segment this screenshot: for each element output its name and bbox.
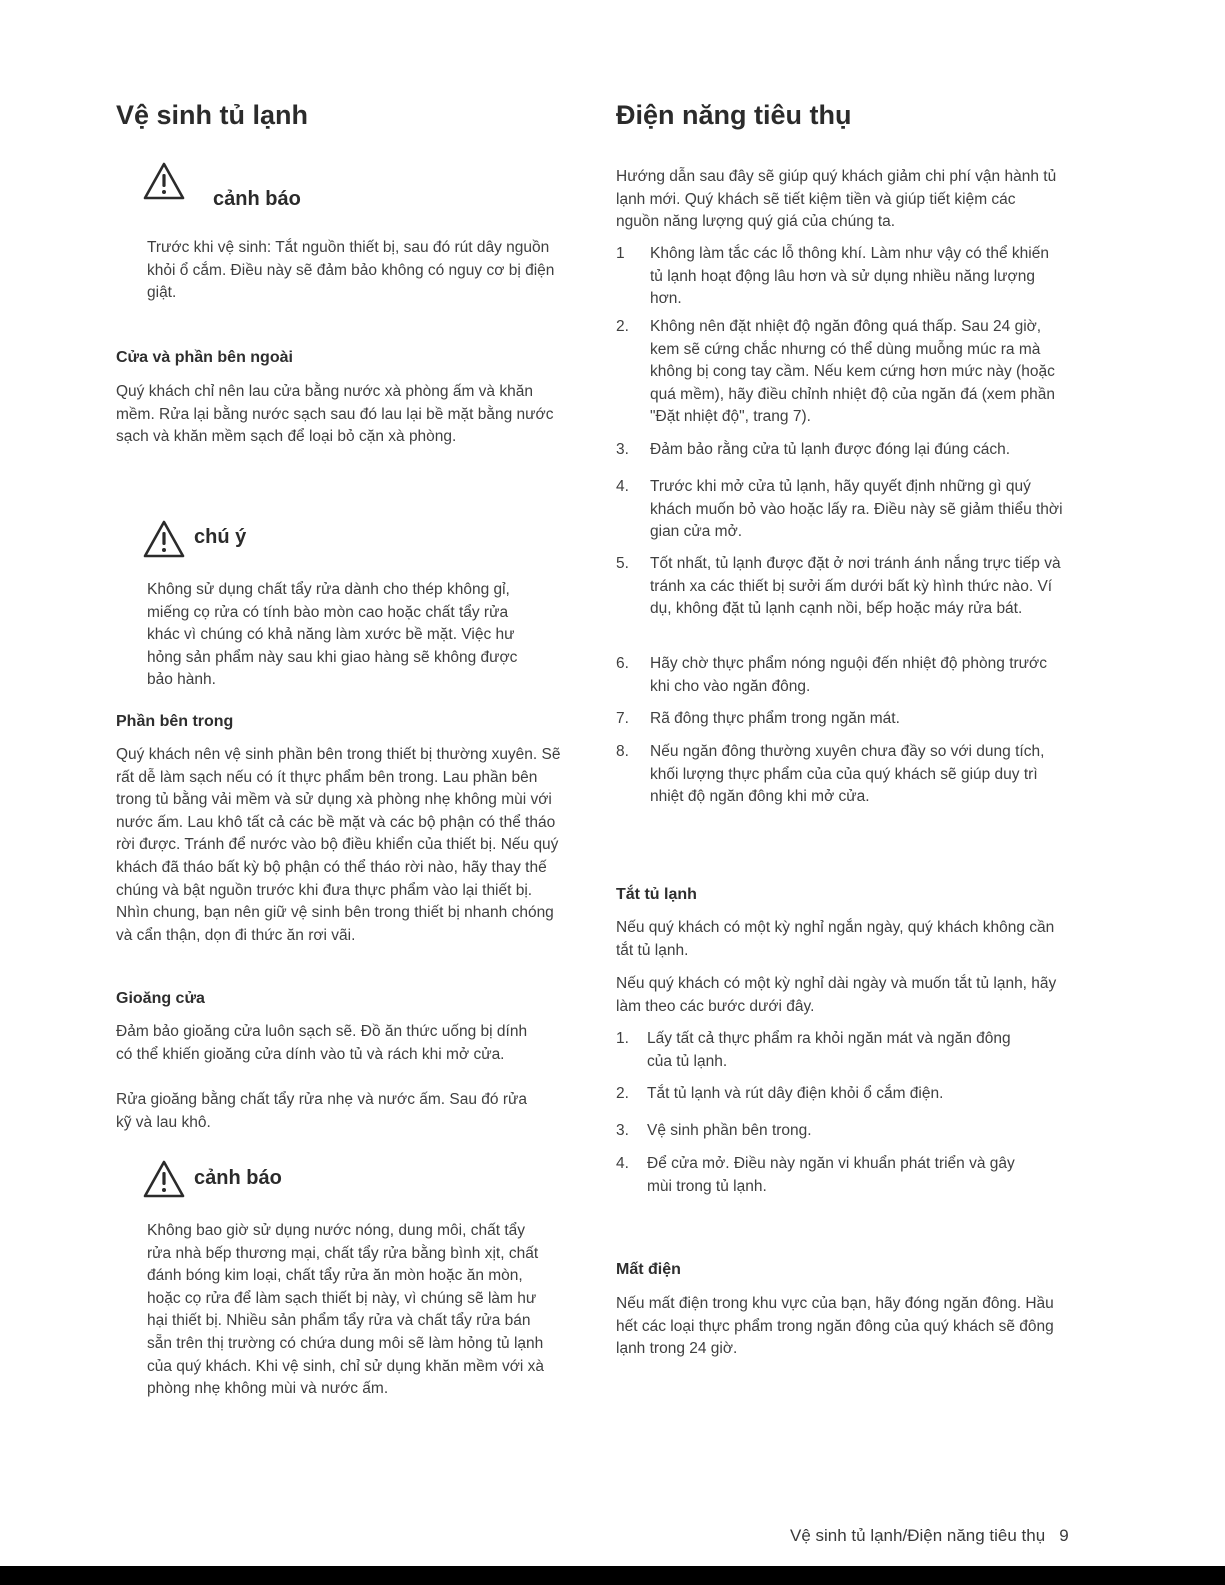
door-gasket-text-1: Đảm bảo gioăng cửa luôn sạch sẽ. Đồ ăn thức uống bị dính có thể khiến gioăng cửa dính vào tủ và rách khi mở cửa. (116, 1023, 528, 1063)
footer-section-name: Vệ sinh tủ lạnh/Điện năng tiêu thụ (790, 1526, 1046, 1545)
list-item-number: 5. (616, 555, 629, 572)
warning-icon (142, 1159, 186, 1199)
list-item-number: 2. (616, 318, 629, 335)
warning-text: Không bao giờ sử dụng nước nóng, dung môi, chất tẩy rửa nhà bếp thương mại, chất tẩy rửa bằng bình xịt, chất đánh bóng kim loại, chất tẩy rửa ăn mòn hoặc ăn mòn, hoặc cọ rửa để làm sạch thiết bị này, vì chúng sẽ làm hư hại thiết bị. Nhiều sản phẩm tẩy rửa và chất tẩy rửa bán sẵn trên thị trường có chứa dung môi sẽ làm hỏng tủ lạnh của quý khách. Khi vệ sinh, chỉ sử dụng khăn mềm với xà phòng nhẹ không mùi và nước ấm. (147, 1222, 545, 1398)
list-item-number: 8. (616, 743, 629, 760)
section-title-cleaning: Vệ sinh tủ lạnh (116, 100, 309, 130)
heading-interior: Phần bên trong (116, 713, 234, 730)
turn-off-text-2: Nếu quý khách có một kỳ nghỉ dài ngày và muốn tắt tủ lạnh, hãy làm theo các bước dưới đây. (616, 975, 1057, 1015)
heading-power-outage: Mất điện (616, 1261, 681, 1278)
page-number: 9 (1059, 1526, 1069, 1545)
page-footer (790, 1526, 1069, 1546)
list-item-text: Vệ sinh phần bên trong. (647, 1122, 812, 1139)
list-item-text: Tắt tủ lạnh và rút dây điện khỏi ổ cắm điện. (647, 1085, 944, 1102)
list-item-text: Hãy chờ thực phẩm nóng nguội đến nhiệt độ phòng trước khi cho vào ngăn đông. (650, 655, 1047, 695)
list-item-text: Tốt nhất, tủ lạnh được đặt ở nơi tránh ánh nắng trực tiếp và tránh xa các thiết bị sưởi ấm dưới bất kỳ hình thức nào. Ví dụ, không đặt tủ lạnh cạnh nồi, bếp hoặc máy rửa bát. (650, 555, 1061, 618)
bottom-border-bar (0, 1566, 1225, 1585)
list-item-number: 4. (616, 478, 629, 495)
list-item-text: Không làm tắc các lỗ thông khí. Làm như vậy có thể khiến tủ lạnh hoạt động lâu hơn và sử dụng nhiều năng lượng hơn. (650, 245, 1049, 308)
warning-text: Trước khi vệ sinh: Tắt nguồn thiết bị, sau đó rút dây nguồn khỏi ổ cắm. Điều này sẽ đảm bảo không có nguy cơ bị điện giật. (147, 239, 555, 302)
list-item-text: Nếu ngăn đông thường xuyên chưa đầy so với dung tích, khối lượng thực phẩm của của quý khách sẽ giúp duy trì nhiệt độ ngăn đông khi mở cửa. (650, 743, 1045, 806)
warning-icon (142, 161, 186, 201)
heading-turn-off: Tắt tủ lạnh (616, 886, 697, 903)
list-item-text: Để cửa mở. Điều này ngăn vi khuẩn phát triển và gây mùi trong tủ lạnh. (647, 1155, 1015, 1195)
list-item-number: 4. (616, 1155, 629, 1172)
list-item-text: Lấy tất cả thực phẩm ra khỏi ngăn mát và ngăn đông của tủ lạnh. (647, 1030, 1011, 1070)
warning-title: cảnh báo (194, 1167, 282, 1189)
list-item-number: 6. (616, 655, 629, 672)
list-item-text: Không nên đặt nhiệt độ ngăn đông quá thấp. Sau 24 giờ, kem sẽ cứng chắc nhưng có thể dùng muỗng múc ra mà không bị cong tay cầm. Nếu kem cứng hơn mức này (hoặc quá mềm), hãy điều chỉnh nhiệt độ của ngăn đá (xem phần "Đặt nhiệt độ", trang 7). (650, 318, 1055, 426)
list-item-number: 2. (616, 1085, 629, 1102)
caution-text: Không sử dụng chất tẩy rửa dành cho thép không gỉ, miếng cọ rửa có tính bào mòn cao hoặc chất tẩy rửa khác vì chúng có khả năng làm xước bề mặt. Việc hư hỏng sản phẩm này sau khi giao hàng sẽ không được bảo hành. (147, 581, 518, 689)
warning-title: cảnh báo (213, 188, 301, 210)
list-item-text: Rã đông thực phẩm trong ngăn mát. (650, 710, 900, 727)
energy-intro-text: Hướng dẫn sau đây sẽ giúp quý khách giảm chi phí vận hành tủ lạnh mới. Quý khách sẽ tiết kiệm tiền và giúp tiết kiệm các nguồn năng lượng quý giá của chúng ta. (616, 168, 1057, 231)
caution-title: chú ý (194, 526, 247, 548)
section-title-energy: Điện năng tiêu thụ (616, 100, 852, 130)
turn-off-text-1: Nếu quý khách có một kỳ nghỉ ngắn ngày, quý khách không cần tắt tủ lạnh. (616, 919, 1055, 959)
interior-text: Quý khách nên vệ sinh phần bên trong thiết bị thường xuyên. Sẽ rất dễ làm sạch nếu có ít thực phẩm bên trong. Lau phần bên trong tủ bằng vải mềm và sử dụng xà phòng nhẹ không mùi với nước ấm. Lau khô tất cả các bề mặt và các bộ phận có thể tháo rời được. Tránh để nước vào bộ điều khiển của thiết bị. Nếu quý khách đã tháo bất kỳ bộ phận có thể tháo rời nào, hãy thay thế chúng và bật nguồn trước khi đưa thực phẩm vào lại thiết bị. Nhìn chung, bạn nên giữ vệ sinh bên trong thiết bị nhanh chóng và cẩn thận, dọn đi thức ăn rơi vãi. (116, 746, 561, 944)
list-item-number: 3. (616, 441, 629, 458)
door-gasket-text-2: Rửa gioăng bằng chất tẩy rửa nhẹ và nước ấm. Sau đó rửa kỹ và lau khô. (116, 1091, 527, 1131)
list-item-text: Đảm bảo rằng cửa tủ lạnh được đóng lại đúng cách. (650, 441, 1011, 458)
list-item-number: 7. (616, 710, 629, 727)
caution-icon (142, 519, 186, 559)
list-item-text: Trước khi mở cửa tủ lạnh, hãy quyết định những gì quý khách muốn bỏ vào hoặc lấy ra. Điều này sẽ giảm thiểu thời gian cửa mở. (650, 478, 1063, 541)
heading-door-exterior: Cửa và phần bên ngoài (116, 349, 293, 366)
door-exterior-text: Quý khách chỉ nên lau cửa bằng nước xà phòng ấm và khăn mềm. Rửa lại bằng nước sạch sau đó lau lại bề mặt bằng nước sạch và khăn mềm sạch để loại bỏ cặn xà phòng. (116, 383, 554, 446)
list-item-number: 1 (616, 245, 625, 262)
heading-door-gasket: Gioăng cửa (116, 990, 205, 1007)
power-outage-text: Nếu mất điện trong khu vực của bạn, hãy đóng ngăn đông. Hầu hết các loại thực phẩm trong ngăn đông của quý khách sẽ đông lạnh trong 24 giờ. (616, 1295, 1054, 1358)
list-item-number: 1. (616, 1030, 629, 1047)
list-item-number: 3. (616, 1122, 629, 1139)
